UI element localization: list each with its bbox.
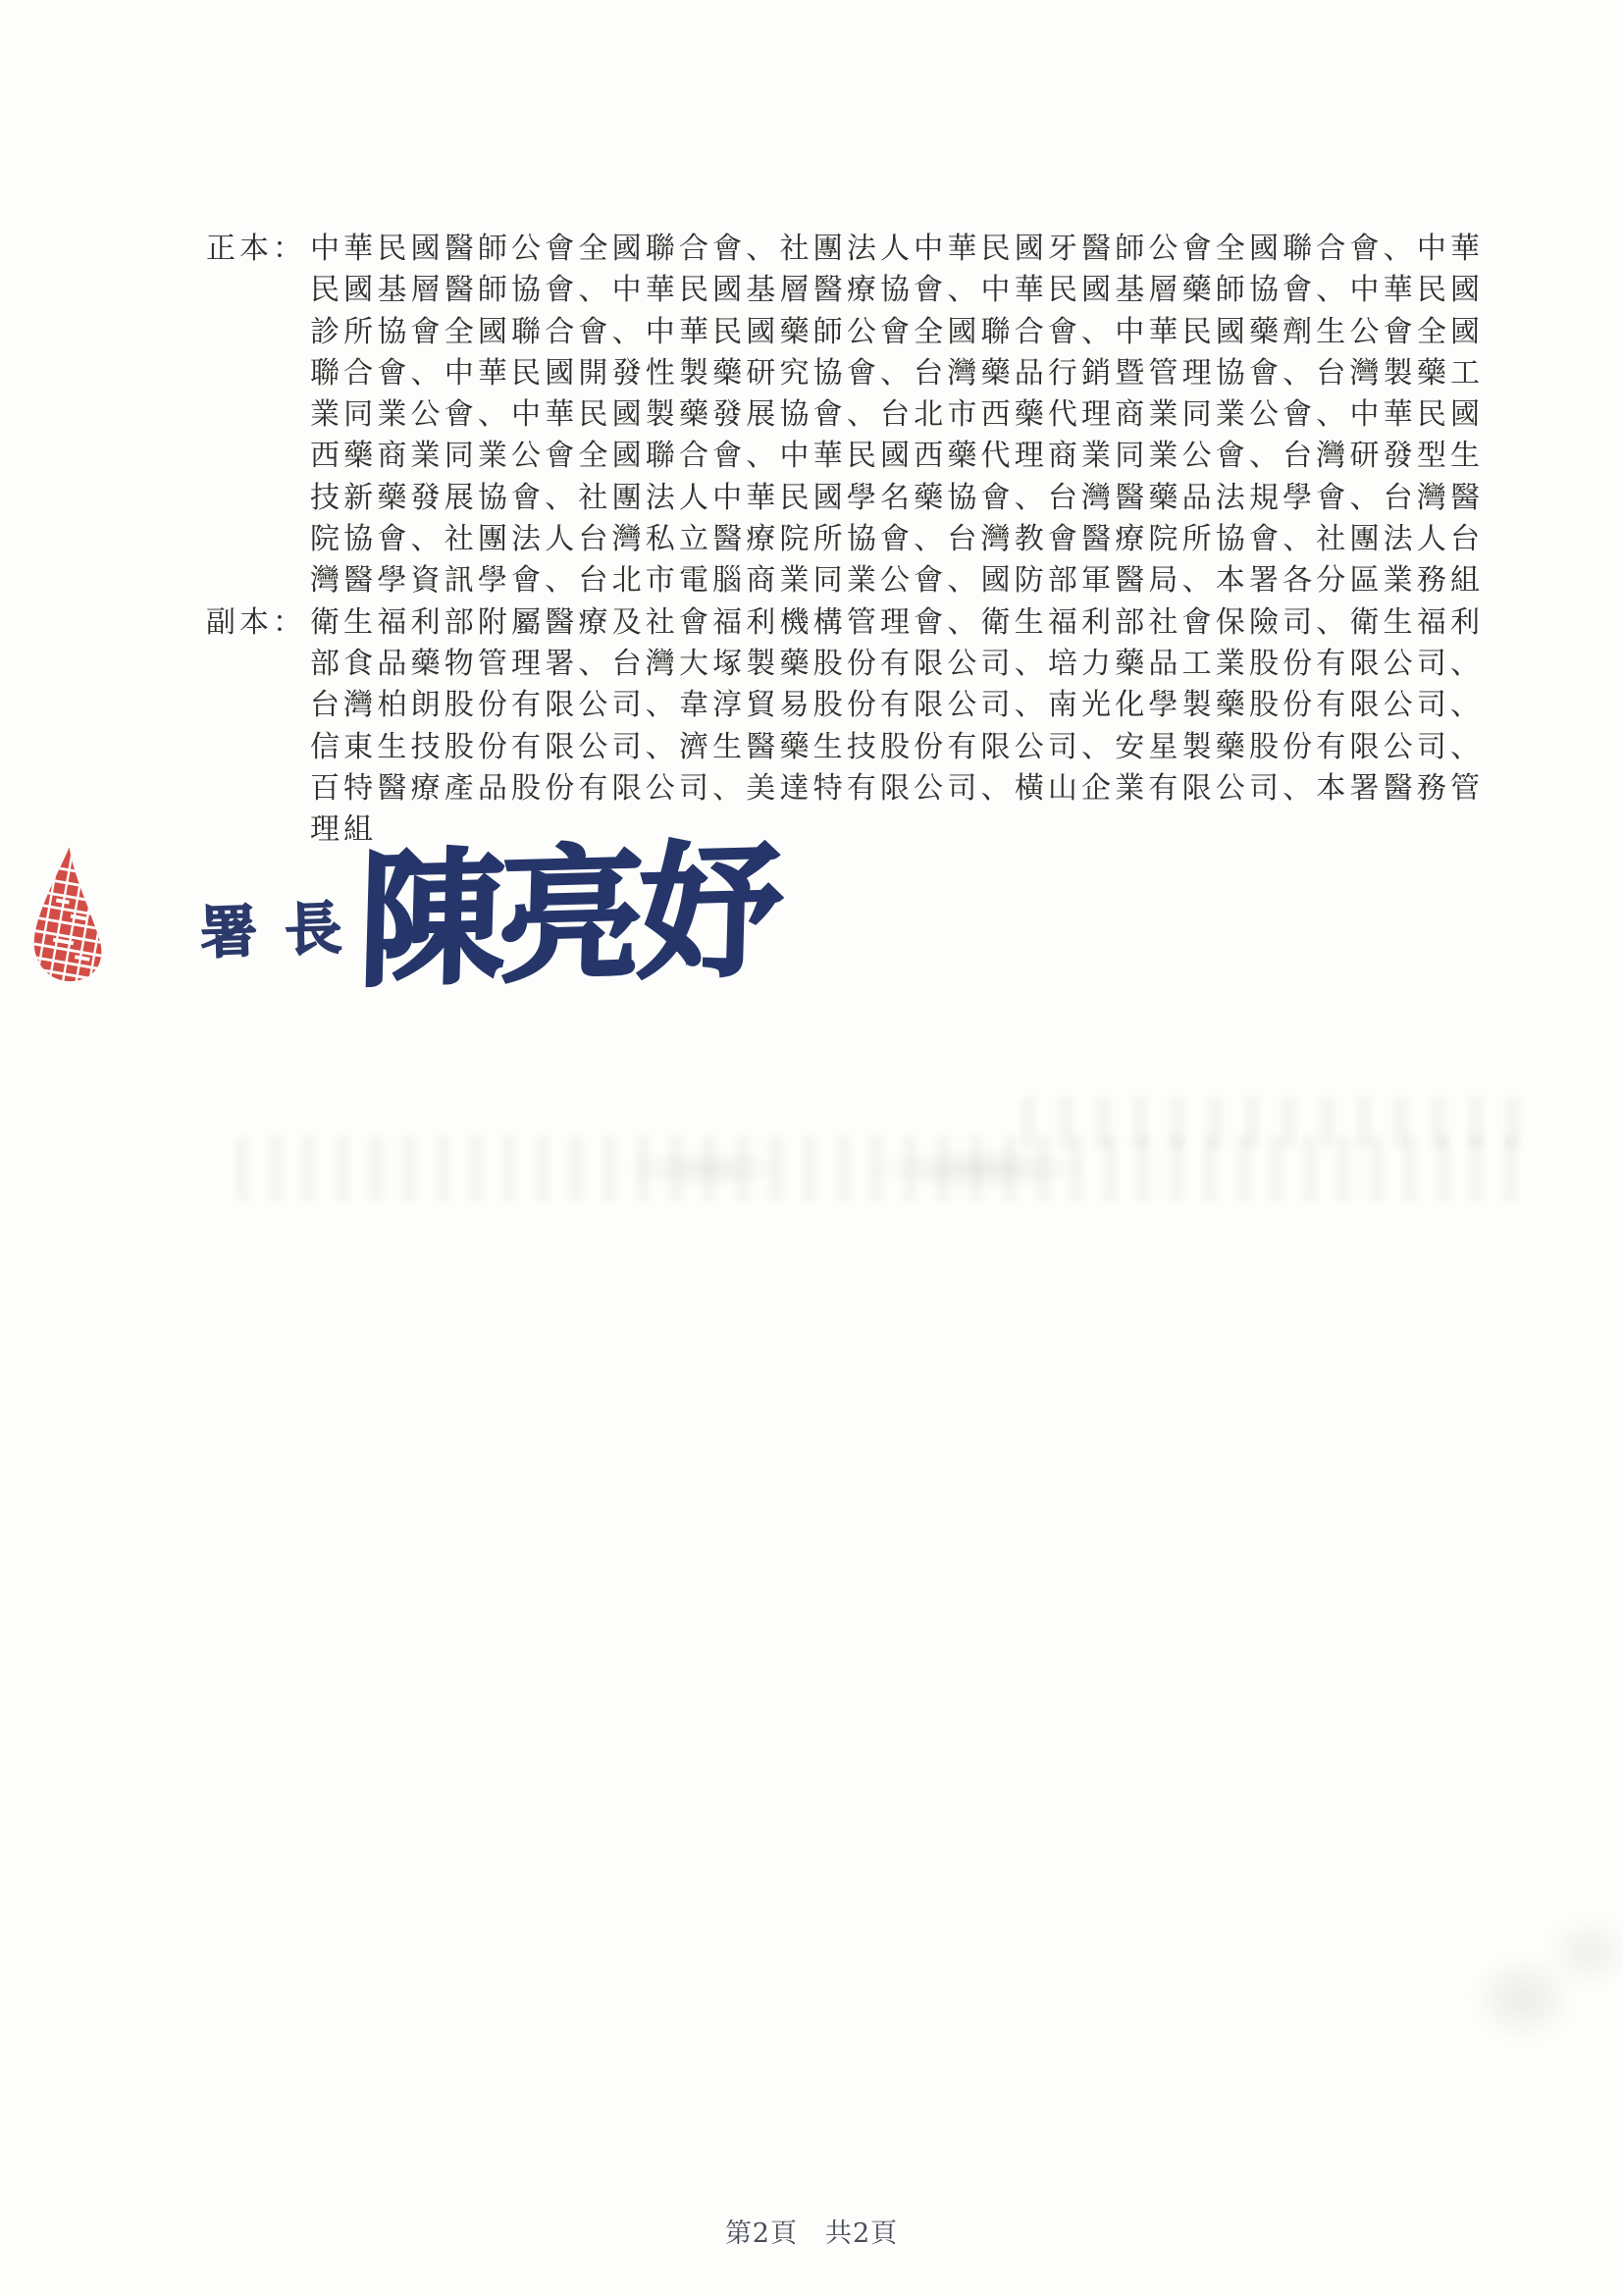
recipient-line: 聯合會、中華民國開發性製藥研究協會、台灣藥品行銷暨管理協會、台灣製藥工	[310, 355, 1484, 391]
recipient-line: 院協會、社團法人台灣私立醫療院所協會、台灣教會醫療院所協會、社團法人台	[310, 522, 1484, 557]
recipient-line: 部食品藥物管理署、台灣大塚製藥股份有限公司、培力藥品工業股份有限公司、	[310, 646, 1484, 681]
recipient-line: 民國基層醫師協會、中華民國基層醫療協會、中華民國基層藥師協會、中華民國	[310, 273, 1484, 308]
recipient-line: 中華民國醫師公會全國聯合會、社團法人中華民國牙醫師公會全國聯合會、中華	[310, 232, 1484, 266]
signer-title: 署長	[199, 894, 371, 966]
recipient-line: 業同業公會、中華民國製藥發展協會、台北市西藥代理商業同業公會、中華民國	[310, 397, 1484, 433]
bleed-through-artifact	[1021, 1097, 1531, 1148]
recipient-line: 台灣柏朗股份有限公司、韋淳貿易股份有限公司、南光化學製藥股份有限公司、	[310, 688, 1484, 723]
bleed-through-artifact	[1401, 1889, 1623, 2046]
signer-name-signature: 陳亮妤	[356, 824, 780, 1007]
recipient-line: 西藥商業同業公會全國聯合會、中華民國西藥代理商業同業公會、台灣研發型生	[310, 439, 1484, 474]
original-recipients-lines	[310, 229, 1484, 602]
red-seal-stamp-icon	[18, 838, 128, 992]
original-recipients-label: 正本：	[206, 232, 306, 266]
recipient-line: 技新藥發展協會、社團法人中華民國學名藥協會、台灣醫藥品法規學會、台灣醫	[310, 480, 1484, 515]
recipient-line: 信東生技股份有限公司、濟生醫藥生技股份有限公司、安星製藥股份有限公司、	[310, 729, 1484, 764]
copy-recipients-lines	[310, 602, 1484, 852]
recipient-line: 理組	[310, 812, 377, 848]
recipient-line: 百特醫療產品股份有限公司、美達特有限公司、橫山企業有限公司、本署醫務管	[310, 770, 1484, 806]
bleed-through-artifact	[236, 1136, 1531, 1201]
copy-recipients-row	[206, 602, 1484, 852]
copy-recipients-label: 副本：	[206, 604, 306, 640]
recipient-line: 衛生福利部附屬醫療及社會福利機構管理會、衛生福利部社會保險司、衛生福利	[310, 604, 1484, 640]
recipients-section	[206, 229, 1484, 851]
recipient-line: 灣醫學資訊學會、台北市電腦商業同業公會、國防部軍醫局、本署各分區業務組	[310, 563, 1484, 599]
original-recipients-row	[206, 229, 1484, 602]
recipient-line: 診所協會全國聯合會、中華民國藥師公會全國聯合會、中華民國藥劑生公會全國	[310, 314, 1484, 349]
page-footer: 第2頁 共2頁	[724, 2218, 899, 2249]
